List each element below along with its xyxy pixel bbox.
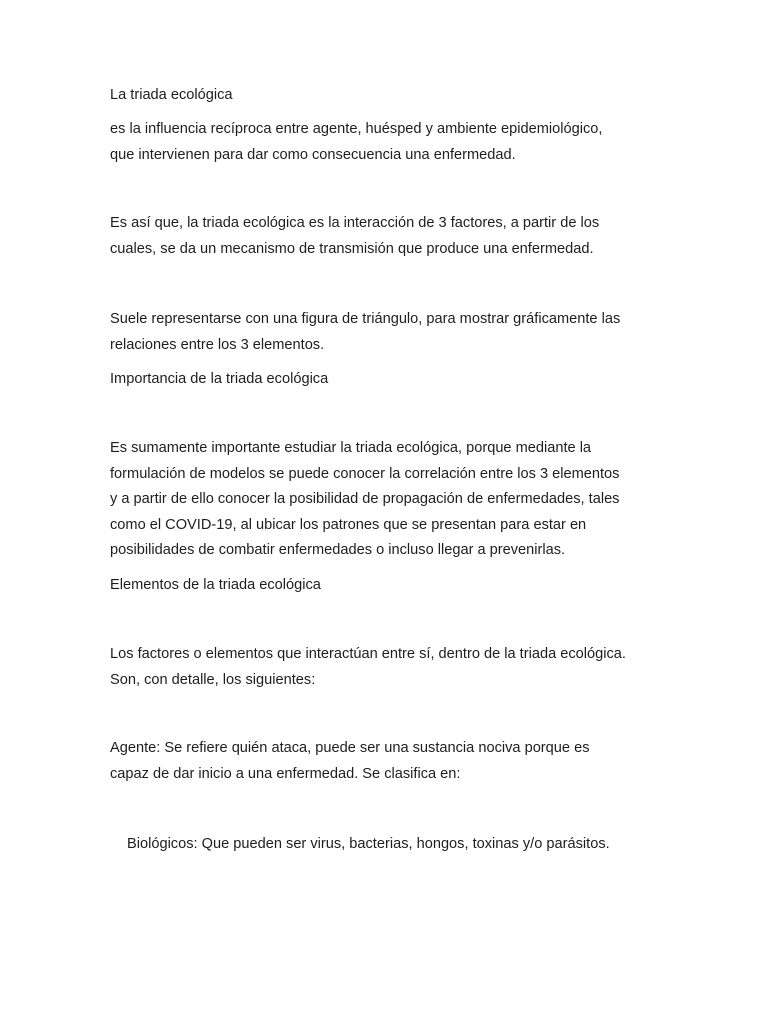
heading-elementos: Elementos de la triada ecológica: [110, 577, 321, 593]
paragraph-agente: Agente: Se refiere quién ataca, puede ser una sustancia nociva porque es capaz de dar inicio a una enfermedad. Se clasifica en:: [110, 740, 590, 782]
heading-triada-ecologica: La triada ecológica: [110, 87, 233, 103]
paragraph-interaction: Es así que, la triada ecológica es la interacción de 3 factores, a partir de los cuales, se da un mecanismo de transmisión que produce una enfermedad.: [110, 215, 600, 257]
paragraph-factors: Los factores o elementos que interactúan entre sí, dentro de la triada ecológica. Son, con detalle, los siguientes:: [110, 646, 626, 688]
paragraph-definition: es la influencia recíproca entre agente, huésped y ambiente epidemiológico, que intervienen para dar como consecuencia una enfermedad.: [110, 121, 603, 163]
paragraph-importance: Es sumamente importante estudiar la triada ecológica, porque mediante la formulación de modelos se puede conocer la correlación entre los 3 elementos y a partir de ello conocer la posibilidad de propagación de enfermedades, tales como el COVID-19, al ubicar los patrones que se presentan para estar en posibilidades de combatir enfermedades o incluso llegar a prevenirlas.: [110, 440, 620, 558]
heading-importancia: Importancia de la triada ecológica: [110, 371, 329, 387]
paragraph-triangle: Suele representarse con una figura de triángulo, para mostrar gráficamente las relaciones entre los 3 elementos.: [110, 311, 621, 353]
list-item-biologicos: Biológicos: Que pueden ser virus, bacterias, hongos, toxinas y/o parásitos.: [127, 836, 610, 852]
